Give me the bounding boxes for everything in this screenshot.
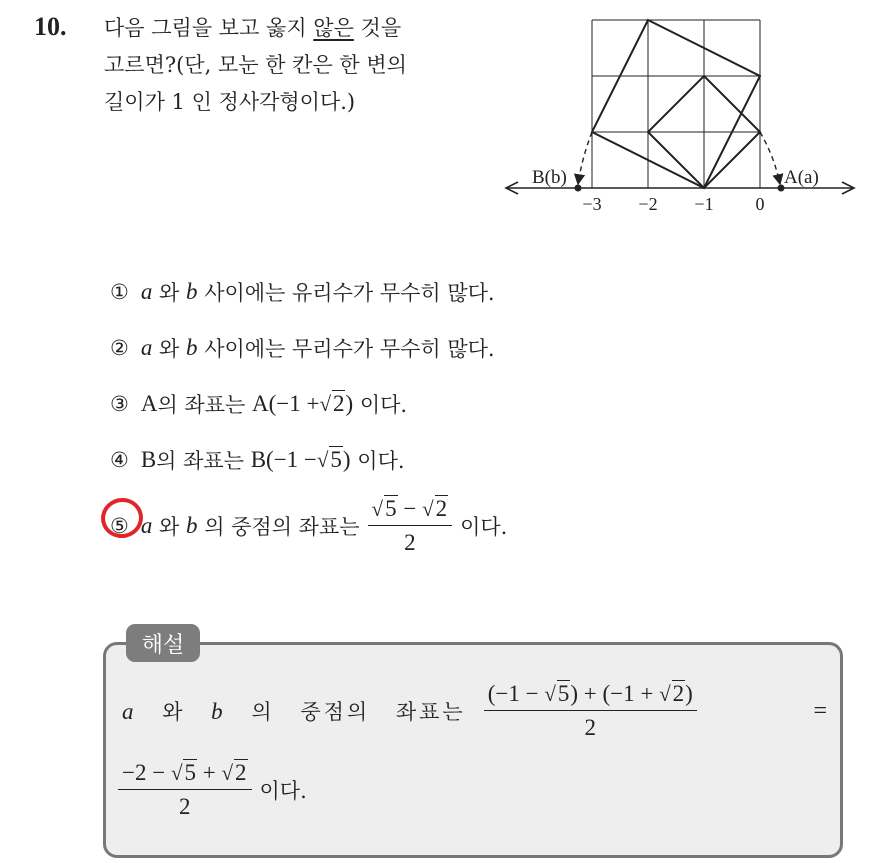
underlined-word: 않은 [313,16,354,40]
solution-line-2: $\frac{-2 - √5 + √2}{2}$ 이다. [118,760,307,820]
point-b [575,185,582,192]
option-4[interactable]: ④ B 의 좌표는 B(−1 − √5 ) 이다. [110,447,405,473]
sqrt: √5 [316,447,342,472]
solution-tag: 해설 [126,624,200,662]
fraction: $\frac{(-1 - √5) + (-1 + √2)}{2}$ [484,681,697,741]
question-number: 10. [34,12,67,41]
tick-label: −3 [582,194,602,214]
equals-sign: = [813,697,827,724]
solution-line-1: a 와 b 의 중점의 좌표는 $\frac{(-1 - √5) + (-1 + √2)}{2}$ = [122,681,827,740]
option-marker: ② [110,336,129,360]
point-a-label: A(a) [784,167,819,188]
option-3[interactable]: ③ A 의 좌표는 A(−1 + √2 ) 이다. [110,391,408,417]
question-line-3: 길이가 1 인 정사각형이다.) [104,90,356,114]
point-b-label: B(b) [532,167,567,188]
option-5[interactable]: ⑤ a 와 b 의 중점의 좌표는 $\frac{√5 - √2}{2}$ 이다. [110,496,508,555]
option-marker: ④ [110,448,129,472]
question-line-1: 다음 그림을 보고 옳지 않은 것을 [104,16,402,40]
tick-label: −1 [694,194,714,214]
fraction: $\frac{√5 - √2}{2}$ [368,496,453,556]
arc-to-a [760,132,780,184]
tick-label: 0 [755,194,765,214]
option-2[interactable]: ② a 와 b 사이에는 무리수가 무수히 많다. [110,335,495,361]
fraction: $\frac{-2 - √5 + √2}{2}$ [118,760,252,820]
option-marker: ⑤ [110,514,129,538]
solution-box [103,642,843,858]
arc-to-b [578,132,592,184]
question-text [104,10,484,121]
sqrt: √2 [319,391,345,416]
tick-label: −2 [638,194,658,214]
grid-number-line-figure [500,18,860,218]
option-marker: ③ [110,392,129,416]
option-1[interactable]: ① a 와 b 사이에는 유리수가 무수히 많다. [110,279,495,305]
question-line-2: 고르면?(단, 모눈 한 칸은 한 변의 [104,53,407,77]
option-marker: ① [110,280,129,304]
